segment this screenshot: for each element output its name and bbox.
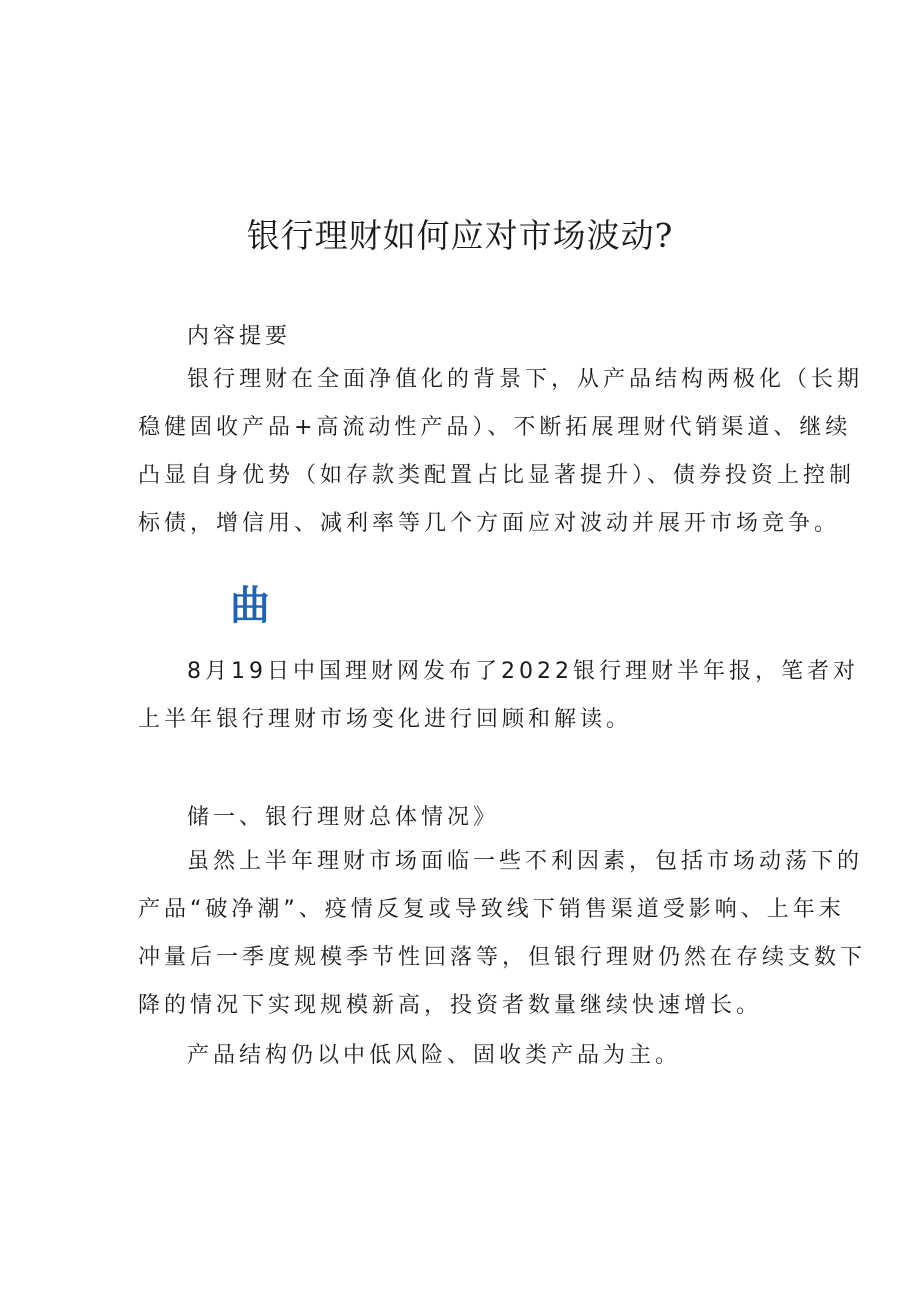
section-heading: 储一、银行理财总体情况》	[187, 805, 500, 830]
summary-line: 稳健固收产品+高流动性产品）、不断拓展理财代销渠道、继续	[138, 415, 852, 440]
section-line: 产品“破净潮”、疫情反复或导致线下销售渠道受影响、上年末	[138, 897, 845, 922]
section-line: 冲量后一季度规模季节性回落等，但银行理财仍然在存续支数下	[138, 945, 867, 970]
section-heading-block	[138, 794, 784, 842]
intro-paragraph	[138, 648, 859, 744]
section-line: 虽然上半年理财市场面临一些不利因素，包括市场动荡下的	[187, 849, 864, 874]
decorative-glyph: 曲	[230, 582, 270, 629]
document-title: 银行理财如何应对市场波动?	[246, 216, 674, 255]
intro-line: 8月19日中国理财网发布了2022银行理财半年报，笔者对	[187, 659, 859, 684]
summary-line: 凸显自身优势（如存款类配置占比显著提升）、债券投资上控制	[138, 463, 856, 488]
closing-paragraph	[138, 1032, 784, 1080]
summary-line: 银行理财在全面净值化的背景下，从产品结构两极化（长期	[187, 367, 864, 392]
summary-paragraph	[138, 356, 864, 548]
summary-heading: 内容提要	[187, 324, 292, 349]
section-paragraph	[138, 838, 867, 1030]
summary-heading-block	[138, 313, 784, 361]
summary-line: 标债，增信用、减利率等几个方面应对波动并展开市场竞争。	[138, 511, 841, 536]
section-line: 降的情况下实现规模新高，投资者数量继续快速增长。	[138, 993, 763, 1018]
intro-line: 上半年银行理财市场变化进行回顾和解读。	[138, 707, 633, 732]
closing-line: 产品结构仍以中低风险、固收类产品为主。	[187, 1043, 682, 1068]
